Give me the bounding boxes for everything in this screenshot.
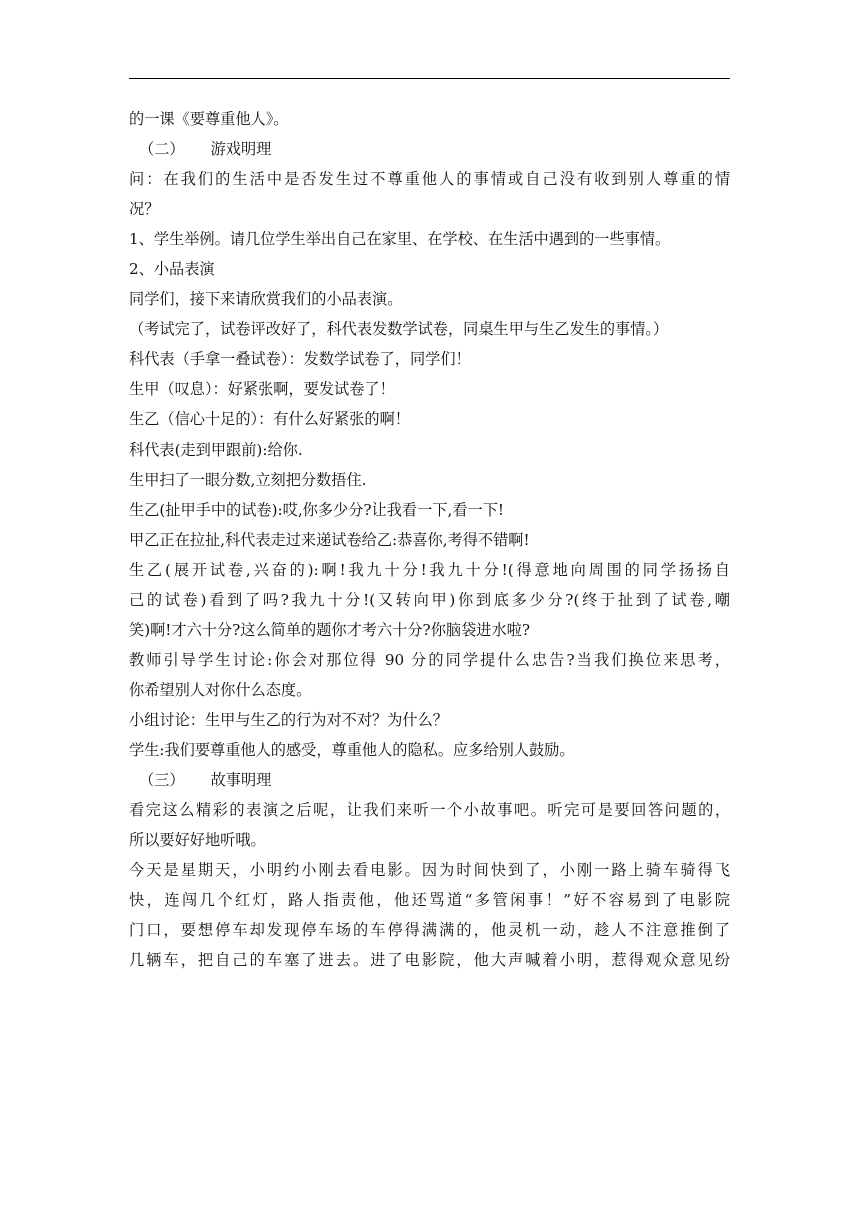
paragraph-line: 门口，要想停车却发现停车场的车停得满满的，他灵机一动，趁人不注意推倒了: [129, 921, 730, 940]
paragraph-line: （考试完了，试卷评改好了，科代表发数学试卷，同桌生甲与生乙发生的事情。）: [129, 320, 669, 339]
paragraph-line: 学生:我们要尊重他人的感受，尊重他人的隐私。应多给别人鼓励。: [129, 740, 575, 759]
section-heading: [129, 134, 730, 164]
paragraph-line: 科代表（手拿一叠试卷）：发数学试卷了，同学们！: [129, 350, 471, 369]
paragraph-line: 己的试卷)看到了吗?我九十分!(又转向甲)你到底多少分?(终于扯到了试卷,嘲: [129, 590, 730, 609]
paragraph-line: 甲乙正在拉扯,科代表走过来递试卷给乙:恭喜你,考得不错啊!: [129, 530, 530, 549]
paragraph-line: 几辆车，把自己的车塞了进去。进了电影院，他大声喊着小明，惹得观众意见纷: [129, 951, 730, 970]
section-title: 故事明理: [210, 771, 272, 790]
paragraph-line: 生甲扫了一眼分数,立刻把分数捂住.: [129, 470, 367, 489]
paragraph-line: 快，连闯几个红灯，路人指责他，他还骂道“多管闲事！”好不容易到了电影院: [129, 891, 730, 910]
section-heading: [129, 765, 730, 795]
paragraph-line: 生乙(扯甲手中的试卷):哎,你多少分?让我看一下,看一下!: [129, 500, 504, 519]
paragraph-line: 1、学生举例。请几位学生举出自己在家里、在学校、在生活中遇到的一些事情。: [129, 230, 671, 249]
paragraph-line: 科代表(走到甲跟前):给你.: [129, 440, 303, 459]
paragraph-line: 生甲（叹息）：好紧张啊，要发试卷了！: [129, 380, 395, 399]
paragraph-line: 生乙（信心十足的）：有什么好紧张的啊！: [129, 410, 410, 429]
paragraph-line: 你希望别人对你什么态度。: [129, 680, 312, 699]
paragraph-line: 问：在我们的生活中是否发生过不尊重他人的事情或自己没有收到别人尊重的情: [129, 170, 730, 189]
paragraph-line: 况？: [129, 200, 160, 219]
paragraph-line: 笑)啊!才六十分?这么简单的题你才考六十分?你脑袋进水啦?: [129, 620, 530, 639]
paragraph-line: 小组讨论：生甲与生乙的行为对不对？为什么？: [129, 710, 448, 729]
paragraph-line: 2、小品表演: [129, 260, 215, 279]
header-rule: [129, 78, 730, 79]
paragraph-line: 同学们，接下来请欣赏我们的小品表演。: [129, 290, 403, 309]
paragraph-line: 教师引导学生讨论:你会对那位得 90 分的同学提什么忠告?当我们换位来思考，: [129, 650, 730, 669]
document-body: [129, 104, 730, 975]
paragraph-line: 今天是星期天，小明约小刚去看电影。因为时间快到了，小刚一路上骑车骑得飞: [129, 861, 730, 880]
section-number: （三）: [139, 771, 185, 790]
paragraph-line: 看完这么精彩的表演之后呢，让我们来听一个小故事吧。听完可是要回答问题的，: [129, 801, 730, 820]
paragraph-line: 生乙(展开试卷,兴奋的):啊!我九十分!我九十分!(得意地向周围的同学扬扬自: [129, 560, 730, 579]
paragraph-line: 所以要好好地听哦。: [129, 831, 266, 850]
section-number: （二）: [139, 140, 185, 159]
section-title: 游戏明理: [210, 140, 272, 159]
paragraph-line: 的一课《要尊重他人》。: [129, 110, 289, 128]
